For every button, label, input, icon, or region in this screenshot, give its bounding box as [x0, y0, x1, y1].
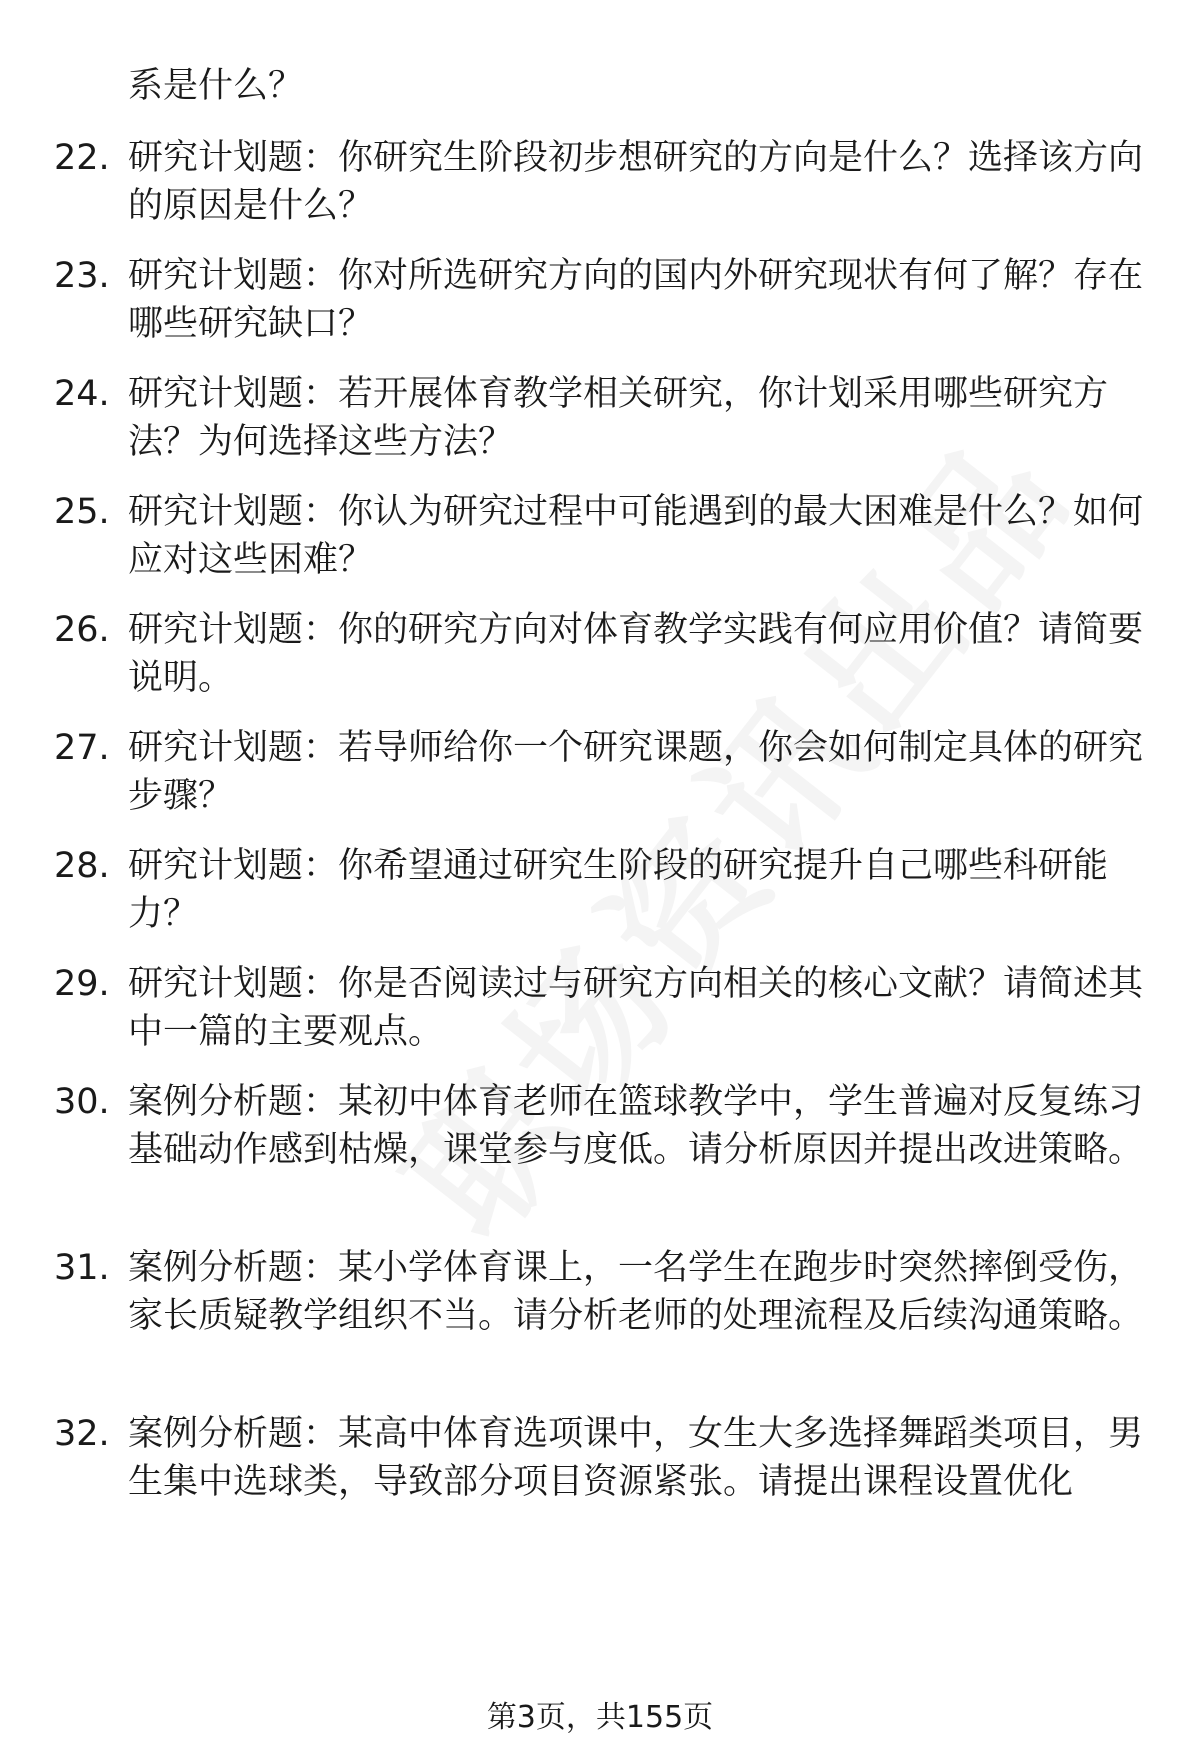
question-item: [54, 252, 1154, 348]
question-number: 30.: [54, 1082, 110, 1122]
question-text: 案例分析题：某高中体育选项课中，女生大多选择舞蹈类项目，男生集中选球类，导致部分项目资源紧张。请提出课程设置优化: [128, 1414, 1144, 1502]
question-item: [54, 606, 1154, 702]
question-item: [54, 1410, 1154, 1506]
question-item: [54, 842, 1154, 938]
question-text: 研究计划题：你是否阅读过与研究方向相关的核心文献？请简述其中一篇的主要观点。: [128, 964, 1144, 1052]
question-number: 31.: [54, 1248, 110, 1288]
question-number: 23.: [54, 256, 110, 296]
question-number: 32.: [54, 1414, 110, 1454]
question-item: [54, 724, 1154, 820]
question-number: 28.: [54, 846, 110, 886]
continued-text: 系是什么？: [128, 66, 304, 106]
question-number: 24.: [54, 374, 110, 414]
question-text: 案例分析题：某初中体育老师在篮球教学中，学生普遍对反复练习基础动作感到枯燥，课堂参与度低。请分析原因并提出改进策略。: [128, 1082, 1144, 1170]
question-item: [54, 488, 1154, 584]
question-item: [54, 134, 1154, 230]
question-text: 研究计划题：你希望通过研究生阶段的研究提升自己哪些科研能力？: [128, 846, 1109, 934]
question-item: [54, 1244, 1154, 1340]
question-text: 研究计划题：你的研究方向对体育教学实践有何应用价值？请简要说明。: [128, 610, 1144, 698]
question-text: 研究计划题：若导师给你一个研究课题，你会如何制定具体的研究步骤？: [128, 728, 1144, 816]
question-text: 案例分析题：某小学体育课上，一名学生在跑步时突然摔倒受伤，家长质疑教学组织不当。请分析老师的处理流程及后续沟通策略。: [128, 1248, 1144, 1336]
question-item: [54, 960, 1154, 1056]
question-item: [54, 370, 1154, 466]
question-number: 22.: [54, 138, 110, 178]
question-text: 研究计划题：若开展体育教学相关研究，你计划采用哪些研究方法？为何选择这些方法？: [128, 374, 1109, 462]
question-text: 研究计划题：你认为研究过程中可能遇到的最大困难是什么？如何应对这些困难？: [128, 492, 1144, 580]
question-number: 27.: [54, 728, 110, 768]
question-item: [54, 1078, 1154, 1174]
question-number: 29.: [54, 964, 110, 1004]
question-text: 研究计划题：你对所选研究方向的国内外研究现状有何了解？存在哪些研究缺口？: [128, 256, 1144, 344]
question-number: 25.: [54, 492, 110, 532]
question-text: 研究计划题：你研究生阶段初步想研究的方向是什么？选择该方向的原因是什么？: [128, 138, 1144, 226]
page-number: 第3页，共155页: [486, 1700, 714, 1735]
question-number: 26.: [54, 610, 110, 650]
